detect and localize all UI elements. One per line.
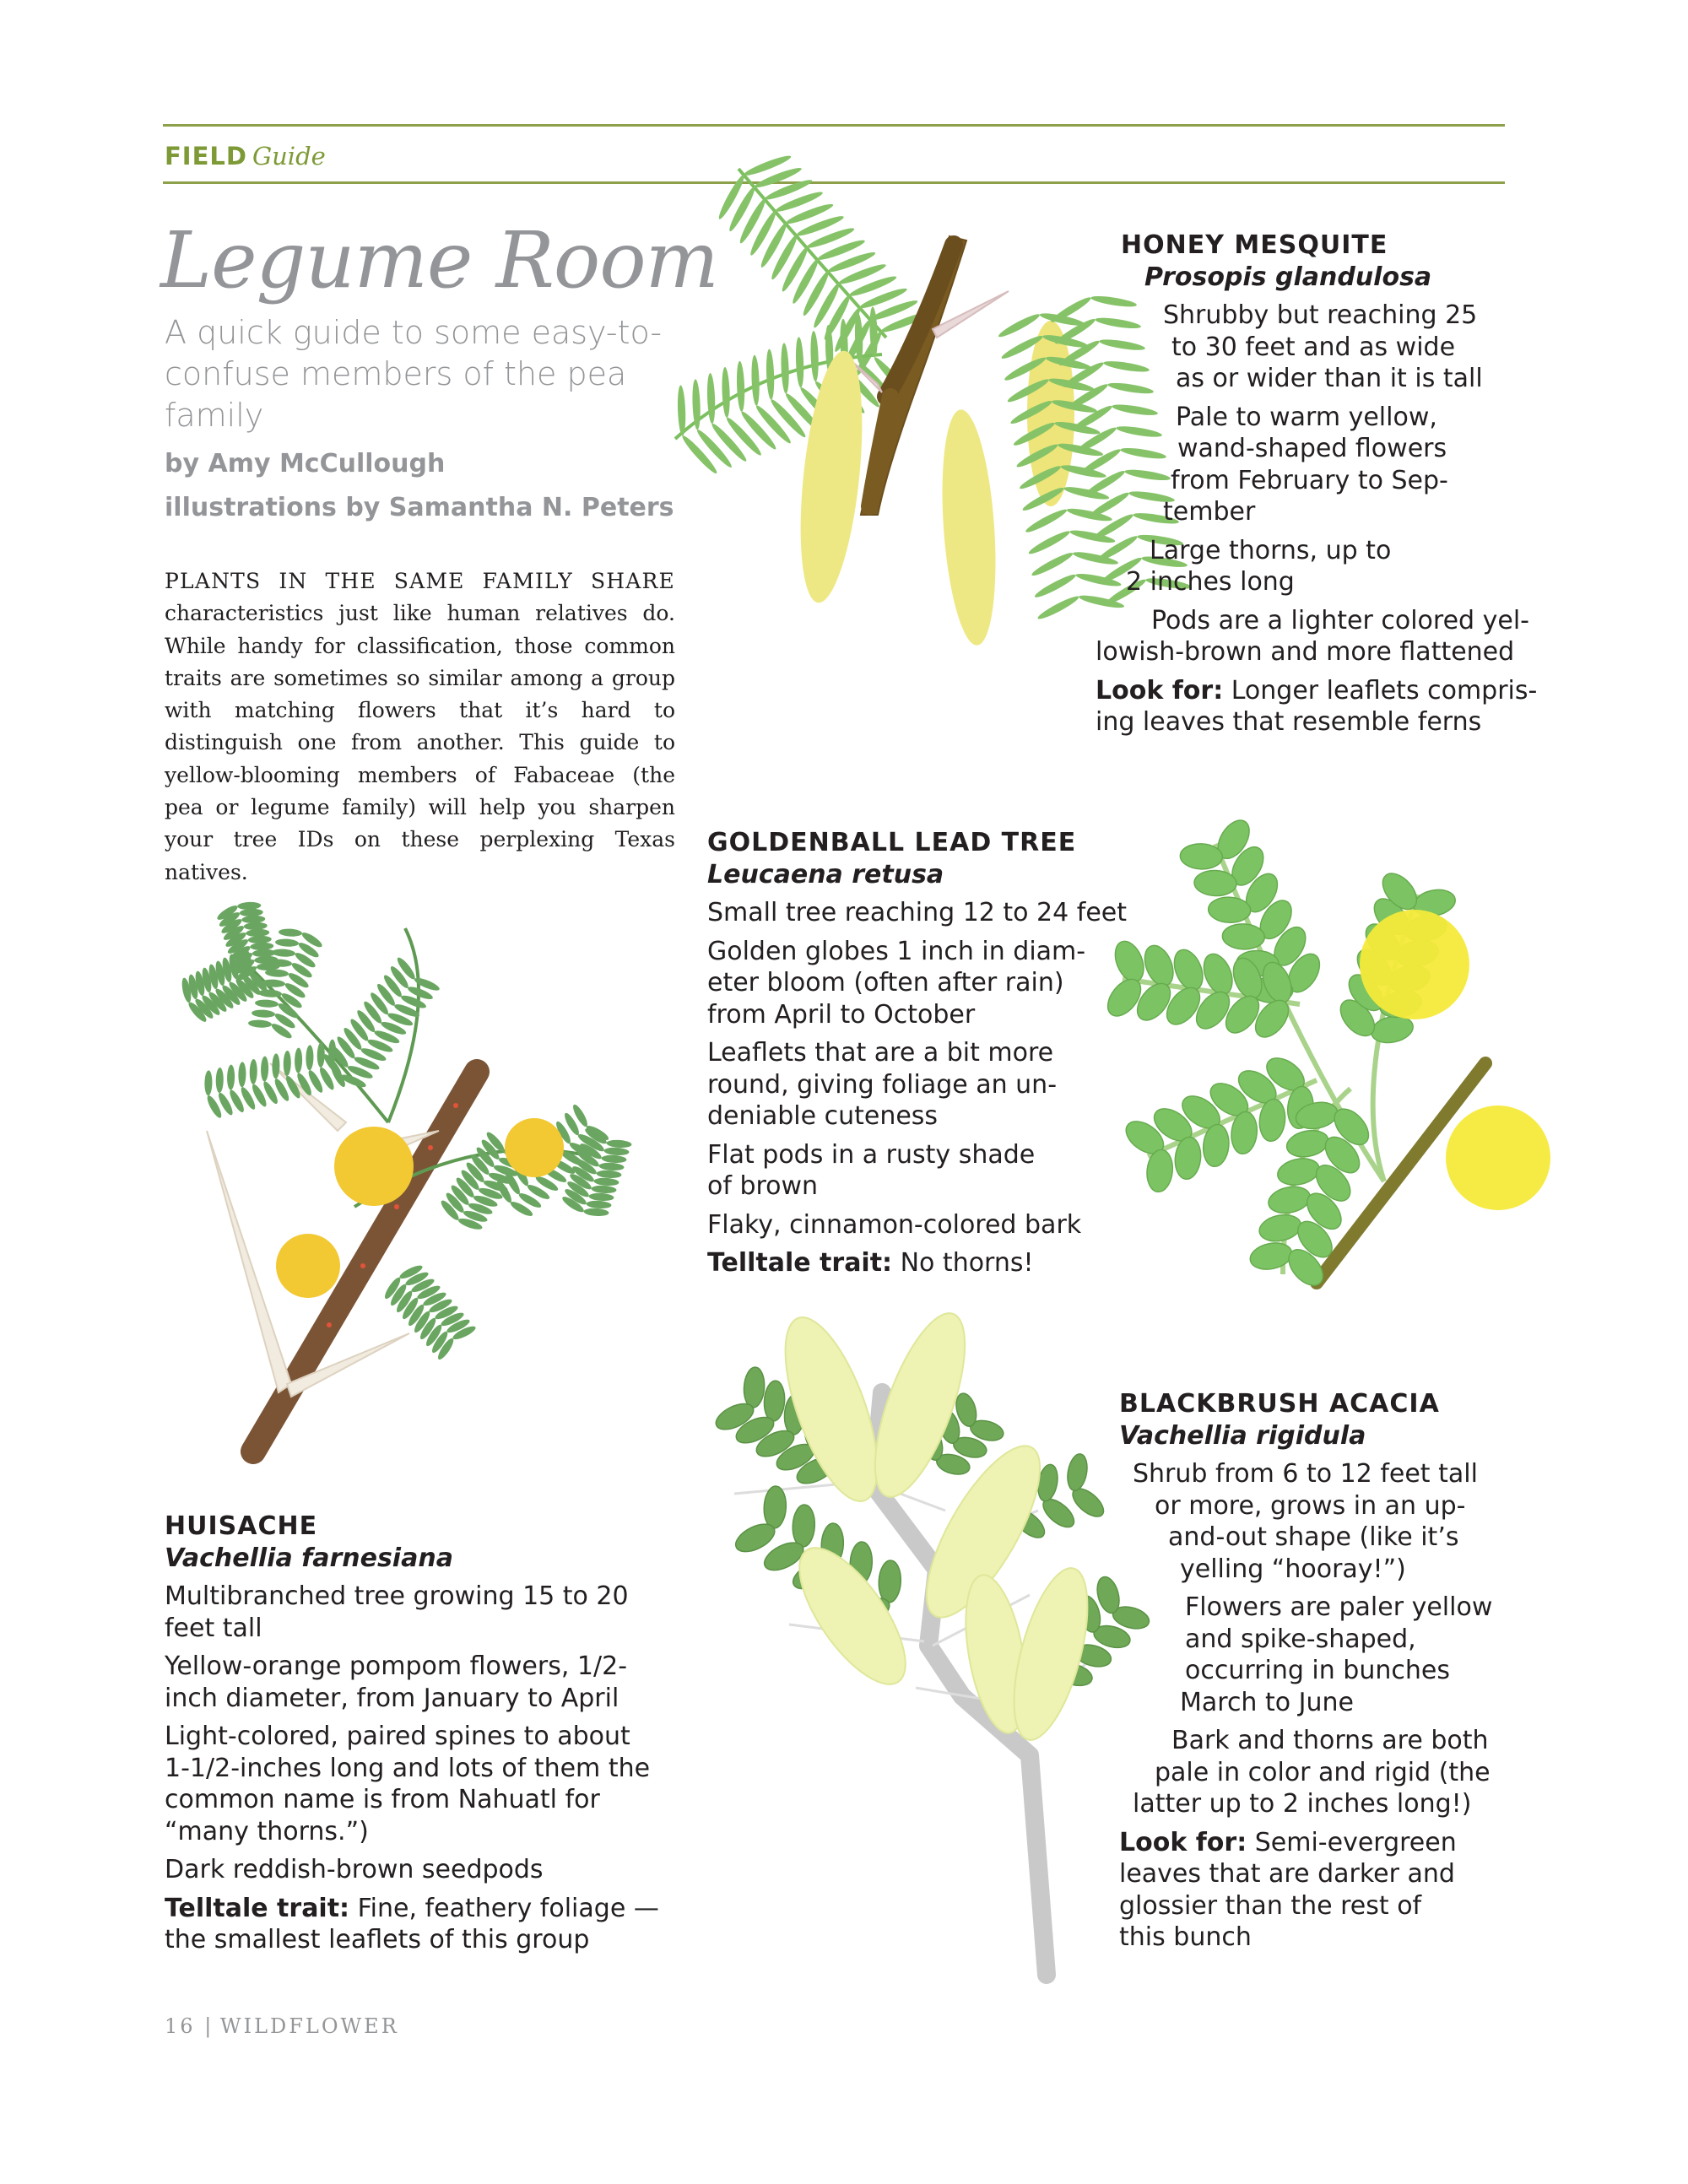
huisache-leaflet [238, 1062, 246, 1087]
huisache-leaflet [603, 1147, 629, 1156]
huisache-leaflet [306, 1045, 314, 1070]
huisache-leaflet [227, 1065, 235, 1090]
huisache-leaflet [593, 1177, 619, 1187]
huisache-leaflet [248, 935, 272, 943]
huisache-leaflet [606, 1139, 631, 1149]
huisache-leaflet [596, 1170, 621, 1179]
article-dek: A quick guide to some easy-to-confuse members of the pea family [165, 314, 663, 434]
goldenball-leaflet [1275, 1155, 1322, 1189]
huisache-leaflet [591, 1185, 616, 1194]
mesquite-leaflet [724, 415, 764, 457]
goldenball-globe-1 [1360, 910, 1469, 1019]
species-fact: Dark reddish-brown seedpods [165, 1855, 544, 1884]
mesquite-leaflet [738, 409, 778, 451]
species-blackbrush-acacia [1119, 1388, 1492, 1954]
byline: by Amy McCullough [165, 449, 446, 478]
blackbrush-leaflet [792, 1504, 816, 1547]
huisache-leaflet [204, 1070, 213, 1095]
huisache-leaflet [272, 1053, 280, 1078]
species-telltale: Telltale trait: Fine, feathery foliage — the smallest leaflets of this group [165, 1893, 659, 1954]
mesquite-leaflet [695, 427, 734, 469]
mesquite-leaflet [679, 433, 719, 475]
intro-body: characteristics just like human relatives do. While handy for classification, those common traits are sometimes so similar among a group with matching flowers that it’s hard to distinguish one from another. This guide to yellow-blooming members of Fabaceae (the pea or legume family) will help you sharpen your tree IDs on these perplexing Texas natives. [165, 601, 675, 884]
mesquite-leaflet [1030, 550, 1074, 579]
huisache-leaflet [261, 1057, 269, 1082]
intro-paragraph [165, 565, 675, 889]
goldenball-leaflet [1247, 1240, 1294, 1273]
species-fact: Shrub from 6 to 12 feet tall or more, grows in an up- and-out shape (like it’s yelling “hooray!”) [1133, 1459, 1478, 1584]
species-fact: Flat pods in a rusty shade of brown [707, 1139, 1036, 1201]
huisache-leaflet [295, 1048, 303, 1073]
goldenball-globe-2 [1446, 1106, 1550, 1210]
species-fact: Flowers are paler yellow and spike-shaped, occurring in bunches March to June [1180, 1592, 1493, 1717]
mesquite-catkin-2 [935, 408, 1002, 647]
huisache-leaflet [272, 949, 295, 958]
mesquite-leaflet [997, 311, 1041, 340]
huisache-leaflet [252, 1009, 275, 1019]
huisache-leaflet [244, 922, 268, 930]
huisache-leaflet [586, 1200, 611, 1209]
huisache-leaflet [601, 1154, 626, 1164]
blackbrush-leaflet [763, 1380, 786, 1421]
goldenball-leaflet [1222, 923, 1265, 950]
species-common-name: HUISACHE [165, 1511, 318, 1541]
species-goldenball-lead-tree [707, 827, 1127, 1279]
species-fact: Pods are a lighter colored yel- lowish-brown and more flattened [1096, 605, 1529, 667]
page-folio [165, 2014, 399, 2038]
species-fact: Flaky, cinnamon-colored bark [707, 1209, 1082, 1240]
huisache-leaflet [250, 1059, 258, 1084]
species-fact: Bark and thorns are both pale in color and rigid (the latter up to 2 inches long!) [1133, 1726, 1491, 1819]
huisache-pompom-1 [334, 1127, 414, 1206]
header-rule-top [163, 124, 1505, 127]
huisache-leaflet [241, 915, 265, 923]
species-fact: Golden globes 1 inch in diam- eter bloom (often after rain) from April to October [707, 936, 1086, 1030]
goldenball-leaflet [1208, 896, 1251, 923]
goldenball-leaflet [1266, 1183, 1312, 1217]
mesquite-leaflet [795, 337, 804, 387]
blackbrush-leaflet [878, 1560, 902, 1603]
species-common-name: BLACKBRUSH ACACIA [1119, 1389, 1440, 1419]
magazine-name: WILDFLOWER [219, 2014, 399, 2038]
mesquite-leaflet [1033, 571, 1078, 600]
goldenball-leaflet [1257, 1211, 1303, 1245]
section-kicker-italic: Guide [252, 142, 326, 170]
section-kicker [165, 142, 326, 170]
illustrations-credit: illustrations by Samantha N. Peters [165, 493, 674, 522]
huisache-leaflet [284, 1051, 292, 1076]
mesquite-leaflet [1024, 506, 1069, 535]
species-fact: Small tree reaching 12 to 24 feet [707, 898, 1128, 927]
article-title: Legume Room [160, 215, 718, 305]
huisache-leaflet [237, 901, 261, 910]
blackbrush-leaflet [763, 1485, 787, 1528]
huisache-pompom-2 [276, 1234, 340, 1298]
species-look-for: Look for: Longer leaflets compris- ing leaves that resemble ferns [1096, 675, 1538, 737]
huisache-leaflet [246, 928, 269, 937]
huisache-leaflet [240, 908, 263, 916]
header-rule-bottom [163, 181, 1505, 184]
species-latin-name: Vachellia farnesiana [165, 1543, 453, 1573]
species-latin-name: Vachellia rigidula [1119, 1420, 1366, 1451]
species-common-name: GOLDENBALL LEAD TREE [707, 828, 1077, 857]
blackbrush-leaflet [1065, 1452, 1090, 1492]
goldenball-leaflet [1285, 1127, 1331, 1160]
mesquite-leaflet [754, 403, 793, 446]
huisache-leaflet [275, 938, 299, 948]
species-common-name: HONEY MESQUITE [1121, 230, 1388, 260]
species-fact: Pale to warm yellow, wand-shaped flowers from February to Sep- tember [1163, 402, 1448, 527]
mesquite-leaflet [750, 355, 760, 406]
huisache-leaflet [598, 1162, 624, 1171]
mesquite-leaflet [1036, 593, 1081, 622]
species-fact: Multibranched tree growing 15 to 20 feet tall [165, 1581, 629, 1643]
folio-separator: | [204, 2014, 212, 2038]
huisache-leaflet [583, 1208, 609, 1217]
mesquite-leaflet [721, 367, 730, 418]
section-kicker-bold: FIELD [165, 142, 247, 170]
mesquite-leaflet [766, 349, 775, 399]
huisache-leaflet [317, 1042, 326, 1068]
mesquite-leaflet [809, 331, 819, 381]
huisache-leaflet [216, 1068, 225, 1093]
mesquite-leaflet [709, 421, 749, 463]
species-fact: Leaflets that are a bit more round, giving foliage an un- deniable cuteness [707, 1038, 1058, 1131]
species-fact: Shrubby but reaching 25 to 30 feet and as wide as or wider than it is tall [1163, 300, 1483, 393]
species-telltale: Telltale trait: No thorns! [707, 1248, 1034, 1278]
species-look-for: Look for: Semi-evergreen leaves that are darker and glossier than the rest of this bunch [1119, 1827, 1457, 1952]
goldenball-leaflet [1193, 870, 1236, 897]
mesquite-leaflet [1027, 528, 1072, 557]
mesquite-leaflet [677, 385, 686, 435]
species-latin-name: Prosopis glandulosa [1144, 262, 1432, 292]
mesquite-leaflet [706, 373, 716, 424]
blackbrush-leaflet [743, 1366, 766, 1408]
mesquite-leaflet [736, 361, 745, 412]
species-fact: Yellow-orange pompom flowers, 1/2- inch diameter, from January to April [165, 1652, 628, 1713]
huisache-leaflet [248, 1019, 272, 1029]
huisache-leaflet [279, 928, 302, 938]
mesquite-leaflet [780, 343, 789, 393]
species-honey-mesquite [1096, 230, 1538, 738]
blackbrush-illustration [0, 0, 1, 1]
huisache-leaflet [588, 1192, 614, 1202]
page-number: 16 [165, 2014, 196, 2038]
species-latin-name: Leucaena retusa [707, 859, 944, 889]
species-huisache [165, 1511, 659, 1956]
blackbrush-spikes [766, 1303, 1102, 1748]
species-fact: Light-colored, paired spines to about 1-1/2-inches long and lots of them the common name is from Nahuatl for “many thorns.”) [165, 1722, 651, 1846]
species-fact: Large thorns, up to 2 inches long [1126, 535, 1392, 597]
huisache-leaflet [255, 999, 279, 1008]
intro-lead: PLANTS IN THE SAME FAMILY SHARE [165, 569, 675, 593]
mesquite-leaflet [768, 397, 808, 440]
huisache-pompom-3 [505, 1118, 564, 1177]
huisache-leaflet [250, 942, 273, 950]
